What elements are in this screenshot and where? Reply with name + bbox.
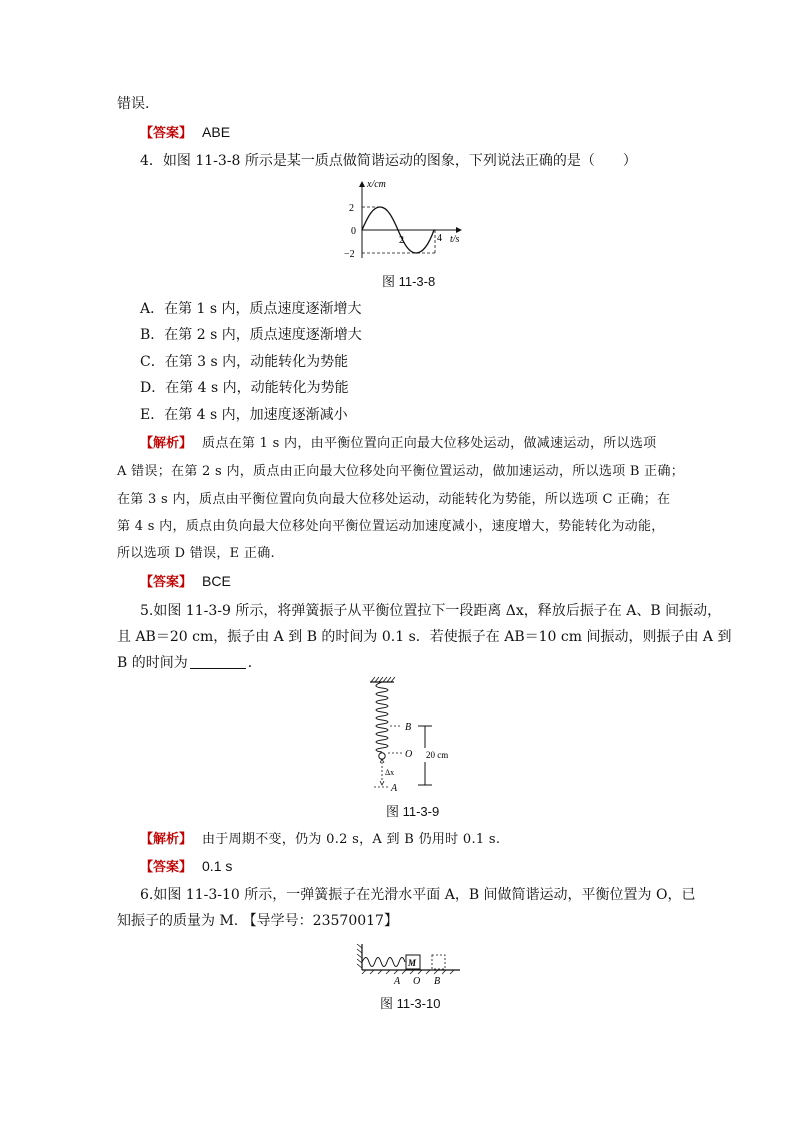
- option-e: E．在第 4 s 内，加速度逐渐减小: [140, 407, 348, 423]
- label-dx: Δx: [385, 768, 395, 777]
- spring-coil: [362, 958, 405, 967]
- explanation-text: 第 4 s 内，质点由负向最大位移处向平衡位置运动加速度减小，速度增大，势能转化为动能，: [117, 519, 665, 534]
- vertical-spring-figure: [360, 676, 470, 794]
- answer-value: BCE: [202, 573, 231, 589]
- label-o: O: [405, 749, 413, 760]
- ceiling-hatch: [371, 677, 395, 682]
- dx-arrowhead: [380, 781, 384, 785]
- q5-stem-line: [117, 653, 262, 673]
- q4-answer-line: [140, 571, 231, 593]
- q4-stem: 4．如图 11-3-8 所示是某一质点做简谐运动的图象，下列说法正确的是（ ）: [140, 153, 637, 169]
- answer-tag: 【答案】: [140, 126, 193, 141]
- q5-answer-line: [140, 856, 232, 878]
- explanation-text: 所以选项 D 错误，E 正确.: [117, 546, 275, 561]
- explanation-text: 由于周期不变，仍为 0.2 s，A 到 B 仍用时 0.1 s.: [202, 832, 501, 847]
- explanation-text: A 错误；在第 2 s 内，质点由正向最大位移处向平衡位置运动，做加速运动，所以选项 B 正确；: [117, 464, 685, 479]
- y-tick-neg2: −2: [344, 249, 355, 260]
- q5-stem-line: 5.如图 11-3-9 所示，将弹簧振子从平衡位置拉下一段距离 Δx，释放后振子在 A、B 间振动，: [140, 603, 722, 619]
- answer-tag: 【答案】: [140, 575, 193, 590]
- x-axis-label: t/s: [450, 234, 460, 245]
- answer-blank: [190, 654, 246, 669]
- q3-answer-line: [140, 122, 230, 144]
- dashed-block: [432, 955, 445, 969]
- y-tick-2: 2: [349, 203, 354, 214]
- label-b: B: [405, 722, 412, 733]
- explanation-tag: 【解析】: [140, 832, 193, 847]
- figure-caption: 图 11-3-10: [380, 996, 441, 1011]
- q5-stem-line: 且 AB＝20 cm，振子由 A 到 B 的时间为 0.1 s．若使振子在 AB＝10 cm 间振动，则振子由 A 到: [117, 629, 732, 645]
- label-a: A: [391, 783, 398, 794]
- label-a: A: [394, 976, 401, 987]
- answer-value: ABE: [202, 124, 231, 140]
- option-d: D．在第 4 s 内，动能转化为势能: [140, 380, 349, 396]
- label-b: B: [434, 976, 441, 987]
- label-o: O: [413, 976, 421, 987]
- explanation-tag: 【解析】: [140, 436, 193, 451]
- y-tick-0: 0: [351, 226, 356, 237]
- spring-coil: [376, 682, 388, 752]
- q5-explanation-line: [140, 829, 500, 850]
- option-c: C．在第 3 s 内，动能转化为势能: [140, 354, 349, 370]
- answer-tag: 【答案】: [140, 860, 193, 875]
- explanation-text: 在第 3 s 内，质点由平衡位置向负向最大位移处运动，动能转化为势能，所以选项 C 正确；在: [117, 492, 671, 507]
- q4-explanation-line: [140, 433, 656, 454]
- x-tick-2: 2: [399, 235, 404, 246]
- wall-hatch: [357, 944, 362, 968]
- explanation-text: 质点在第 1 s 内，由平衡位置向正向最大位移处运动，做减速运动，所以选项: [202, 436, 657, 451]
- answer-value: 0.1 s: [202, 858, 233, 874]
- sine-graph-figure: [335, 176, 475, 266]
- option-b: B．在第 2 s 内，质点速度逐渐增大: [140, 327, 362, 343]
- prev-explanation-end: 错误.: [117, 96, 150, 112]
- label-m: M: [408, 958, 417, 968]
- figure-caption: 图 11-3-9: [386, 804, 440, 819]
- figure-caption: 图 11-3-8: [382, 274, 436, 289]
- q5-stem-end: ．: [247, 655, 262, 671]
- q6-stem-line: 6.如图 11-3-10 所示，一弹簧振子在光滑水平面 A，B 间做简谐运动，平衡位置为 O，已: [140, 887, 696, 903]
- q5-stem-text: B 的时间为: [117, 655, 188, 671]
- horizontal-spring-figure: [350, 940, 465, 990]
- label-20cm: 20 cm: [426, 750, 449, 760]
- y-axis-label: x/cm: [367, 179, 386, 190]
- q6-stem-line: 知振子的质量为 M. 【导学号：23570017】: [117, 913, 398, 929]
- x-tick-4: 4: [437, 233, 442, 244]
- option-a: A．在第 1 s 内，质点速度逐渐增大: [140, 301, 362, 317]
